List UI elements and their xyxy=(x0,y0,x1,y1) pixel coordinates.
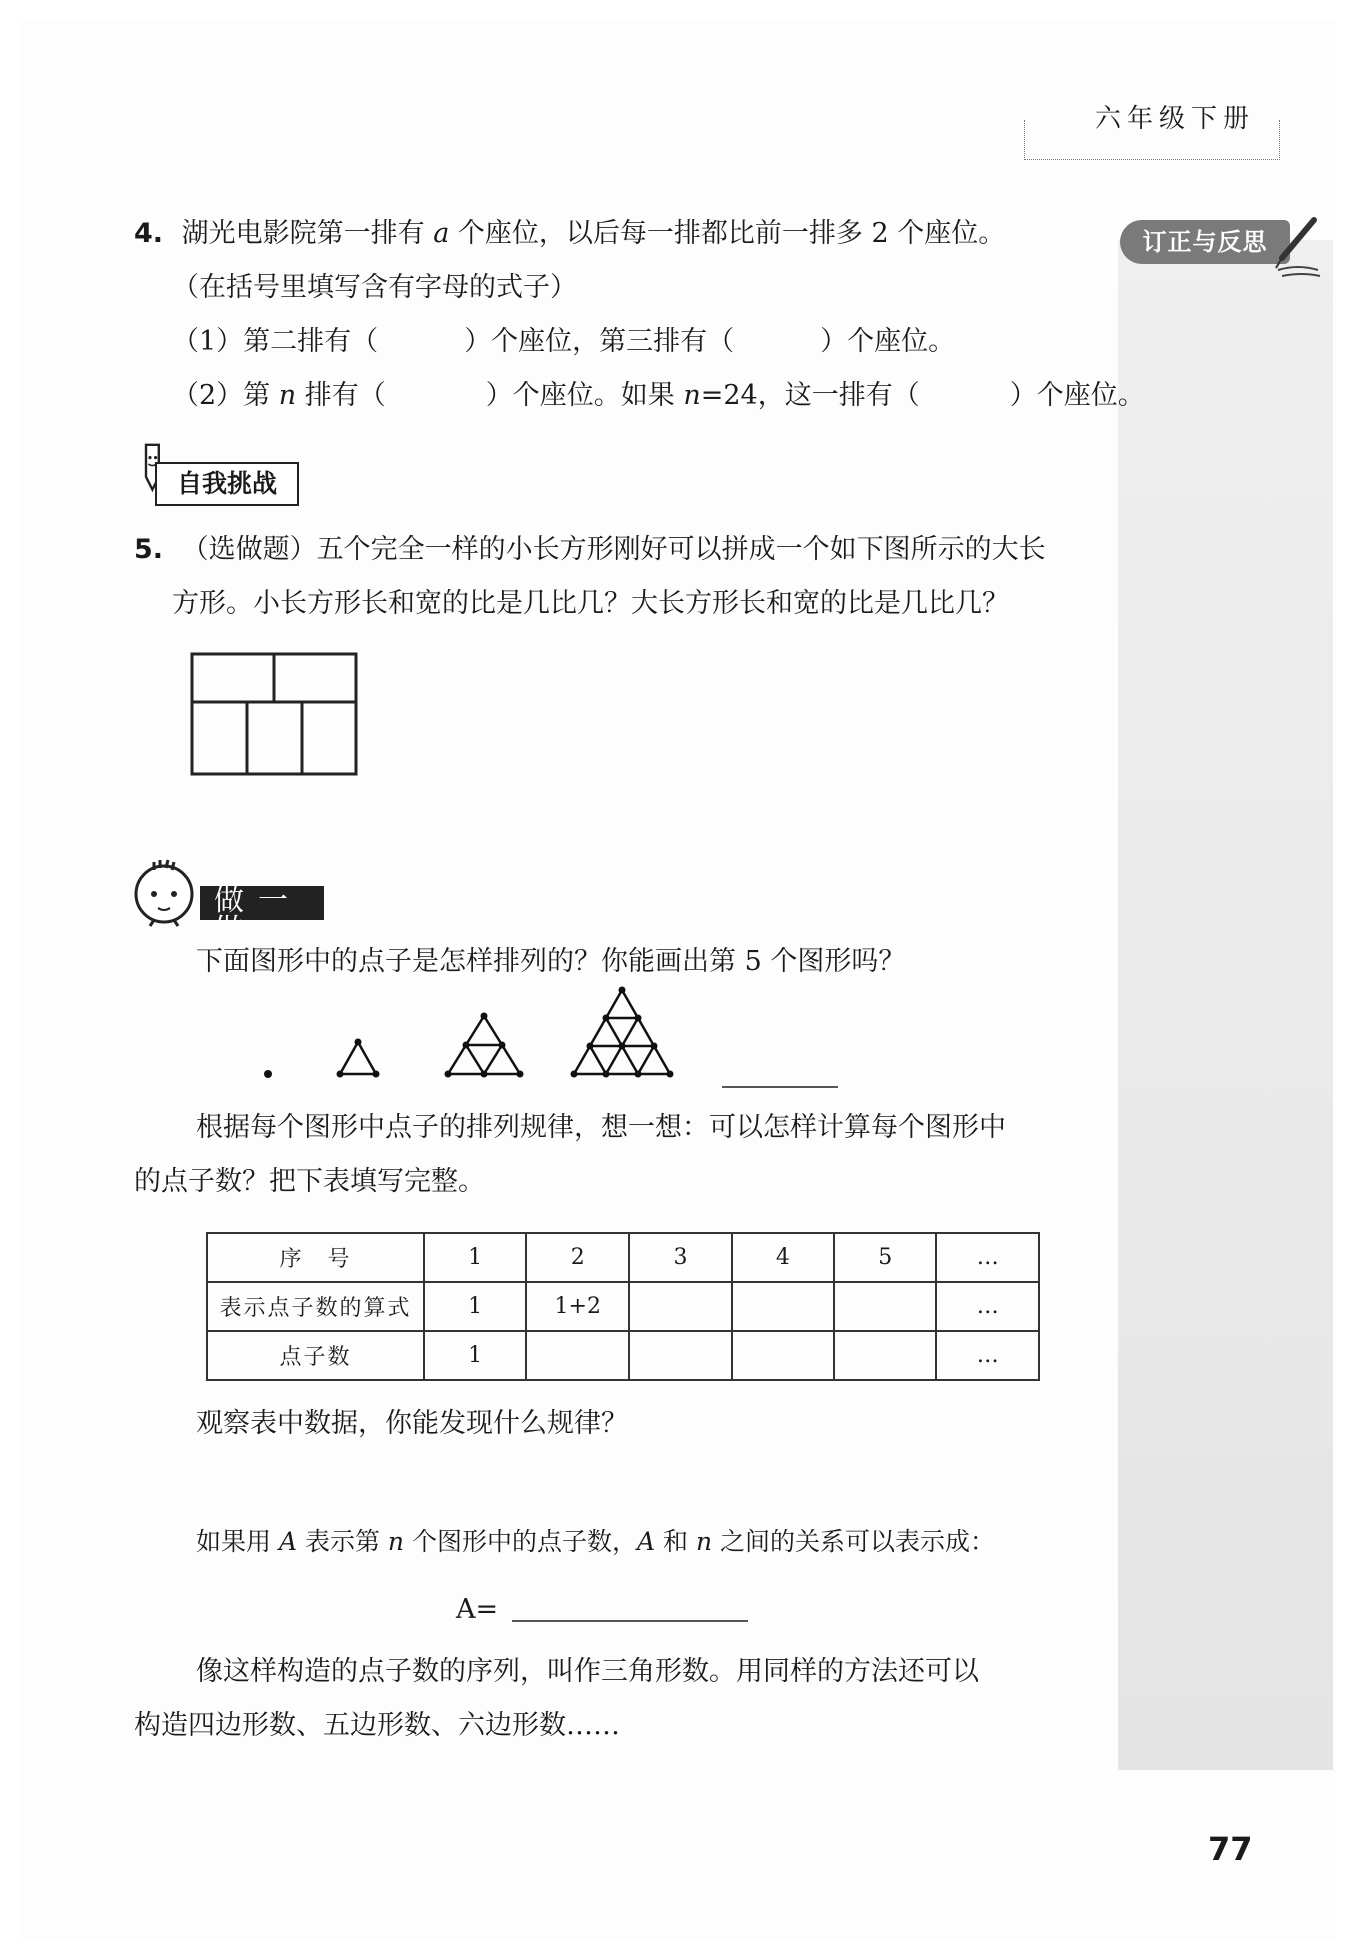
relation-var-n-2: n xyxy=(695,1527,713,1556)
table-input-cell[interactable] xyxy=(732,1331,834,1380)
q5-line2: 方形。小长方形长和宽的比是几比几？大长方形长和宽的比是几比几？ xyxy=(172,588,1009,619)
fifth-figure-blank[interactable] xyxy=(722,1086,838,1088)
rectangle-figure xyxy=(190,652,360,778)
q4-p2-d: =24，这一排有（ xyxy=(700,380,920,411)
table-cell: 1 xyxy=(424,1233,526,1282)
table-row xyxy=(207,1282,1039,1331)
table-input-cell[interactable] xyxy=(526,1331,629,1380)
table-cell: … xyxy=(936,1282,1039,1331)
table-row xyxy=(207,1233,1039,1282)
q4-number: 4. xyxy=(134,218,164,249)
closing-line2: 构造四边形数、五边形数、六边形数…… xyxy=(134,1710,620,1741)
review-margin-strip xyxy=(1118,240,1333,1770)
child-face-icon xyxy=(130,856,202,928)
doit-title: 做一做 xyxy=(200,886,324,920)
relation-e: 之间的关系可以表示成： xyxy=(712,1527,996,1556)
review-badge: 订正与反思 xyxy=(1120,220,1290,264)
grade-text: 六年级下册 xyxy=(1089,104,1261,134)
q5-text-1: （选做题）五个完全一样的小长方形刚好可以拼成一个如下图所示的大长 xyxy=(181,534,1046,565)
table-cell: 3 xyxy=(629,1233,731,1282)
table-cell: 2 xyxy=(526,1233,629,1282)
closing-line1: 像这样构造的点子数的序列，叫作三角形数。用同样的方法还可以 xyxy=(196,1656,979,1687)
table-input-cell[interactable] xyxy=(834,1331,936,1380)
table-cell: … xyxy=(936,1331,1039,1380)
relation-text xyxy=(196,1524,995,1560)
q4-p1-b: ）个座位，第三排有（ xyxy=(464,326,735,357)
pencil-icon xyxy=(1268,214,1328,284)
q4-p2-b: 排有（ xyxy=(296,380,386,411)
relation-var-n: n xyxy=(387,1527,405,1556)
formula-prefix: A= xyxy=(456,1594,499,1625)
q5-number: 5. xyxy=(134,534,164,565)
table-input-cell[interactable] xyxy=(629,1331,731,1380)
q5-line1 xyxy=(134,532,1046,568)
q4-p1-a: （1）第二排有（ xyxy=(172,326,379,357)
grade-label xyxy=(1024,104,1280,160)
relation-c: 个图形中的点子数， xyxy=(404,1527,637,1556)
table-cell: 5 xyxy=(834,1233,936,1282)
table-cell: 表示点子数的算式 xyxy=(207,1282,424,1331)
q4-part2 xyxy=(172,378,1145,414)
table-input-cell[interactable] xyxy=(732,1282,834,1331)
table-row xyxy=(207,1331,1039,1380)
table-input-cell[interactable] xyxy=(834,1282,936,1331)
table-cell: 1 xyxy=(424,1282,526,1331)
relation-a: 如果用 xyxy=(196,1527,279,1556)
q4-hint: （在括号里填写含有字母的式子） xyxy=(172,272,577,303)
q4-p1-c: ）个座位。 xyxy=(820,326,956,357)
table-cell: … xyxy=(936,1233,1039,1282)
rule-line1: 根据每个图形中点子的排列规律，想一想：可以怎样计算每个图形中 xyxy=(196,1112,1006,1143)
table-cell: 4 xyxy=(732,1233,834,1282)
q4-p2-c: ）个座位。如果 xyxy=(485,380,684,411)
relation-d: 和 xyxy=(655,1527,696,1556)
q4-p2-a: （2）第 xyxy=(172,380,279,411)
dot-count-table xyxy=(206,1232,1040,1381)
doit-intro: 下面图形中的点子是怎样排列的？你能画出第 5 个图形吗？ xyxy=(196,946,906,977)
q4-part1 xyxy=(172,324,955,360)
q4-text-a: 湖光电影院第一排有 xyxy=(181,218,434,249)
q4-p2-e: ）个座位。 xyxy=(1009,380,1145,411)
table-cell: 点子数 xyxy=(207,1331,424,1380)
relation-var-A-2: A xyxy=(636,1527,656,1556)
table-cell: 1 xyxy=(424,1331,526,1380)
q4-var-n-2: n xyxy=(683,380,701,411)
relation-b: 表示第 xyxy=(297,1527,388,1556)
formula-blank[interactable] xyxy=(512,1620,748,1622)
rule-line2: 的点子数？把下表填写完整。 xyxy=(134,1166,485,1197)
triangle-dots-figure xyxy=(250,980,690,1090)
table-input-cell[interactable] xyxy=(629,1282,731,1331)
q4-var-n: n xyxy=(278,380,297,411)
table-cell: 1+2 xyxy=(526,1282,629,1331)
relation-var-A: A xyxy=(278,1527,298,1556)
observe-text: 观察表中数据，你能发现什么规律？ xyxy=(196,1408,628,1439)
challenge-title: 自我挑战 xyxy=(155,462,299,506)
q4-line1 xyxy=(134,216,1005,252)
q4-text-b: 个座位，以后每一排都比前一排多 2 个座位。 xyxy=(449,218,1006,249)
table-cell: 序 号 xyxy=(207,1233,424,1282)
page-number: 77 xyxy=(1208,1830,1253,1868)
q4-var-a: a xyxy=(433,218,450,249)
